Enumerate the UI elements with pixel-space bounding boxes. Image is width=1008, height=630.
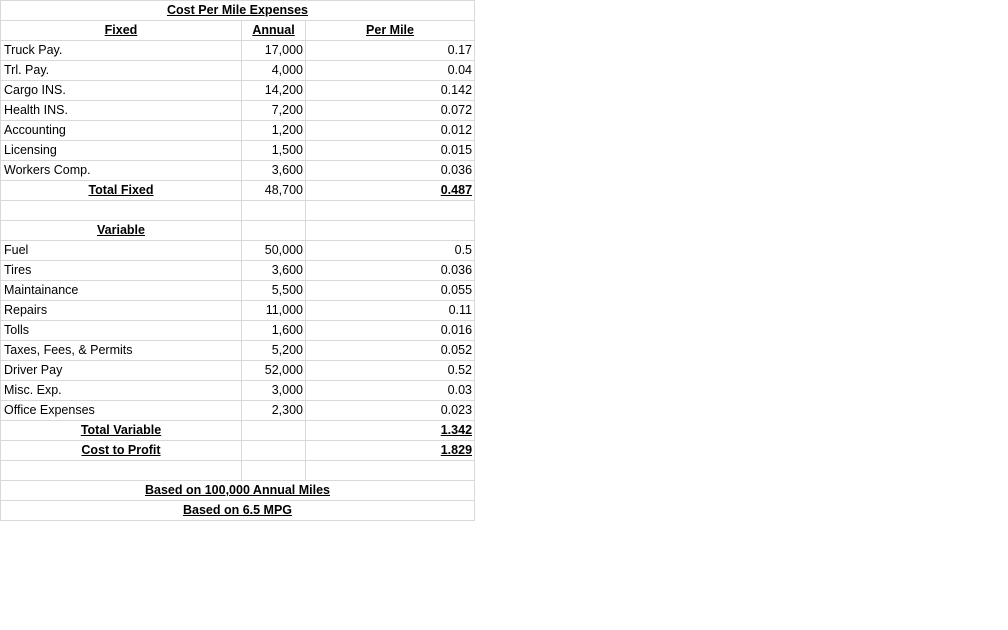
item-annual[interactable]: 1,500 — [242, 141, 306, 161]
table-row — [1, 241, 475, 261]
item-label[interactable]: Accounting — [1, 121, 242, 141]
item-per-mile[interactable]: 0.52 — [306, 361, 475, 381]
item-per-mile[interactable]: 0.03 — [306, 381, 475, 401]
spacer-row — [1, 201, 475, 221]
item-annual[interactable]: 3,600 — [242, 261, 306, 281]
item-per-mile[interactable]: 0.5 — [306, 241, 475, 261]
item-per-mile[interactable]: 0.036 — [306, 261, 475, 281]
table-row — [1, 141, 475, 161]
total-fixed-row — [1, 181, 475, 201]
item-annual[interactable]: 14,200 — [242, 81, 306, 101]
table-row — [1, 381, 475, 401]
table-row — [1, 121, 475, 141]
item-per-mile[interactable]: 0.036 — [306, 161, 475, 181]
item-annual[interactable]: 2,300 — [242, 401, 306, 421]
sheet-title[interactable]: Cost Per Mile Expenses — [1, 1, 475, 21]
item-label[interactable]: Maintainance — [1, 281, 242, 301]
item-per-mile[interactable]: 0.142 — [306, 81, 475, 101]
table-row — [1, 161, 475, 181]
table-row — [1, 361, 475, 381]
item-label[interactable]: Licensing — [1, 141, 242, 161]
item-label[interactable]: Driver Pay — [1, 361, 242, 381]
item-annual[interactable]: 7,200 — [242, 101, 306, 121]
total-fixed-label[interactable]: Total Fixed — [1, 181, 242, 201]
empty-cell[interactable] — [306, 461, 475, 481]
note-row — [1, 481, 475, 501]
table-row — [1, 61, 475, 81]
empty-cell[interactable] — [1, 201, 242, 221]
header-fixed[interactable]: Fixed — [1, 21, 242, 41]
header-variable[interactable]: Variable — [1, 221, 242, 241]
item-per-mile[interactable]: 0.17 — [306, 41, 475, 61]
cost-to-profit-label[interactable]: Cost to Profit — [1, 441, 242, 461]
item-per-mile[interactable]: 0.023 — [306, 401, 475, 421]
table-row — [1, 301, 475, 321]
table-row — [1, 101, 475, 121]
total-variable-row — [1, 421, 475, 441]
empty-cell[interactable] — [242, 221, 306, 241]
empty-cell[interactable] — [306, 201, 475, 221]
item-label[interactable]: Tolls — [1, 321, 242, 341]
empty-cell[interactable] — [242, 421, 306, 441]
item-annual[interactable]: 1,200 — [242, 121, 306, 141]
item-annual[interactable]: 1,600 — [242, 321, 306, 341]
empty-cell[interactable] — [242, 441, 306, 461]
total-fixed-annual[interactable]: 48,700 — [242, 181, 306, 201]
item-annual[interactable]: 5,200 — [242, 341, 306, 361]
empty-cell[interactable] — [242, 201, 306, 221]
note-row — [1, 501, 475, 521]
table-row — [1, 281, 475, 301]
item-per-mile[interactable]: 0.04 — [306, 61, 475, 81]
table-row — [1, 41, 475, 61]
empty-cell[interactable] — [242, 461, 306, 481]
item-annual[interactable]: 3,600 — [242, 161, 306, 181]
total-fixed-per-mile[interactable]: 0.487 — [306, 181, 475, 201]
empty-cell[interactable] — [1, 461, 242, 481]
empty-cell[interactable] — [306, 221, 475, 241]
title-row — [1, 1, 475, 21]
item-per-mile[interactable]: 0.072 — [306, 101, 475, 121]
item-per-mile[interactable]: 0.012 — [306, 121, 475, 141]
item-label[interactable]: Tires — [1, 261, 242, 281]
item-label[interactable]: Workers Comp. — [1, 161, 242, 181]
item-label[interactable]: Office Expenses — [1, 401, 242, 421]
table-row — [1, 401, 475, 421]
cost-to-profit-per-mile[interactable]: 1.829 — [306, 441, 475, 461]
table-row — [1, 81, 475, 101]
item-label[interactable]: Misc. Exp. — [1, 381, 242, 401]
item-label[interactable]: Repairs — [1, 301, 242, 321]
variable-header-row — [1, 221, 475, 241]
item-annual[interactable]: 11,000 — [242, 301, 306, 321]
item-label[interactable]: Truck Pay. — [1, 41, 242, 61]
table-row — [1, 261, 475, 281]
expense-sheet — [0, 0, 475, 521]
item-per-mile[interactable]: 0.055 — [306, 281, 475, 301]
cost-to-profit-row — [1, 441, 475, 461]
annual-miles-note[interactable]: Based on 100,000 Annual Miles — [1, 481, 475, 501]
item-annual[interactable]: 52,000 — [242, 361, 306, 381]
mpg-note[interactable]: Based on 6.5 MPG — [1, 501, 475, 521]
item-label[interactable]: Health INS. — [1, 101, 242, 121]
item-label[interactable]: Trl. Pay. — [1, 61, 242, 81]
item-annual[interactable]: 50,000 — [242, 241, 306, 261]
item-per-mile[interactable]: 0.11 — [306, 301, 475, 321]
item-label[interactable]: Fuel — [1, 241, 242, 261]
total-variable-label[interactable]: Total Variable — [1, 421, 242, 441]
item-label[interactable]: Taxes, Fees, & Permits — [1, 341, 242, 361]
item-label[interactable]: Cargo INS. — [1, 81, 242, 101]
table-row — [1, 321, 475, 341]
item-annual[interactable]: 4,000 — [242, 61, 306, 81]
total-variable-per-mile[interactable]: 1.342 — [306, 421, 475, 441]
item-per-mile[interactable]: 0.015 — [306, 141, 475, 161]
item-annual[interactable]: 5,500 — [242, 281, 306, 301]
item-per-mile[interactable]: 0.052 — [306, 341, 475, 361]
header-row — [1, 21, 475, 41]
header-annual[interactable]: Annual — [242, 21, 306, 41]
item-per-mile[interactable]: 0.016 — [306, 321, 475, 341]
item-annual[interactable]: 3,000 — [242, 381, 306, 401]
item-annual[interactable]: 17,000 — [242, 41, 306, 61]
spacer-row — [1, 461, 475, 481]
table-row — [1, 341, 475, 361]
header-per-mile[interactable]: Per Mile — [306, 21, 475, 41]
